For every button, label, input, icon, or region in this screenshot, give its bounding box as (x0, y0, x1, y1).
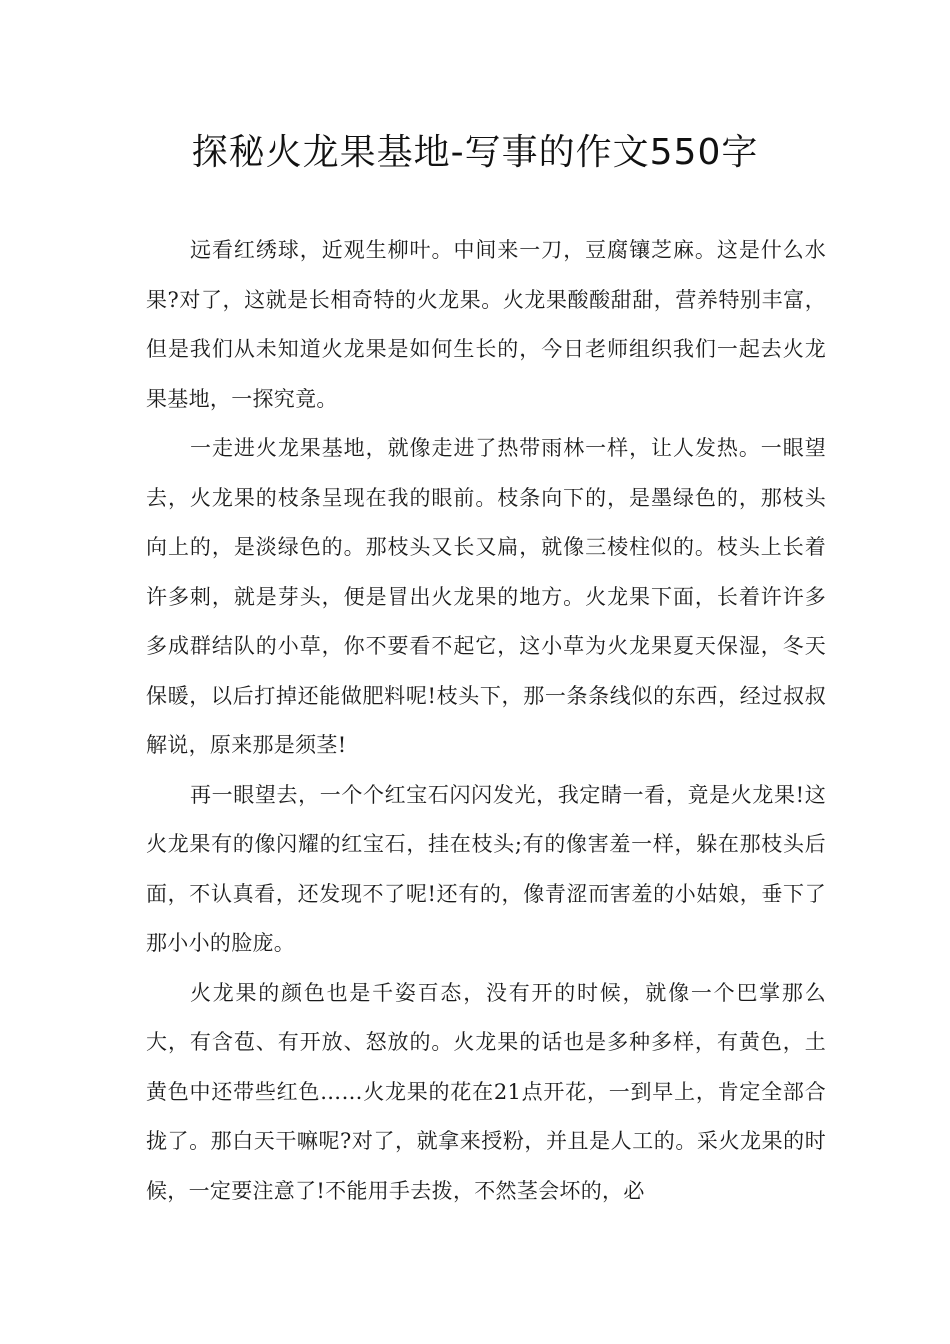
paragraph: 再一眼望去，一个个红宝石闪闪发光，我定睛一看，竟是火龙果!这火龙果有的像闪耀的红宝石，挂在枝头;有的像害羞一样，躲在那枝头后面，不认真看，还发现不了呢!还有的，像青涩而害羞的小姑娘，垂下了那小小的脸庞。 (146, 782, 826, 955)
document-title: 探秘火龙果基地-写事的作文550字 (191, 132, 759, 173)
paragraph: 远看红绣球，近观生柳叶。中间来一刀，豆腐镶芝麻。这是什么水果?对了，这就是长相奇特的火龙果。火龙果酸酸甜甜，营养特别丰富，但是我们从未知道火龙果是如何生长的，今日老师组织我们一起去火龙果基地，一探究竟。 (146, 238, 826, 411)
paragraph: 火龙果的颜色也是千姿百态，没有开的时候，就像一个巴掌那么大，有含苞、有开放、怒放的。火龙果的话也是多种多样，有黄色，土黄色中还带些红色……火龙果的花在21点开花，一到早上，肯定全部合拢了。那白天干嘛呢?对了，就拿来授粉，并且是人工的。采火龙果的时候，一定要注意了!不能用手去拨，不然茎会坏的，必 (146, 980, 826, 1203)
document-body (146, 226, 826, 1216)
paragraph: 一走进火龙果基地，就像走进了热带雨林一样，让人发热。一眼望去，火龙果的枝条呈现在我的眼前。枝条向下的，是墨绿色的，那枝头向上的，是淡绿色的。那枝头又长又扁，就像三棱柱似的。枝头上长着许多刺，就是芽头，便是冒出火龙果的地方。火龙果下面，长着许许多多成群结队的小草，你不要看不起它，这小草为火龙果夏天保湿，冬天保暖，以后打掉还能做肥料呢!枝头下，那一条条线似的东西，经过叔叔解说，原来那是须茎! (146, 436, 826, 757)
